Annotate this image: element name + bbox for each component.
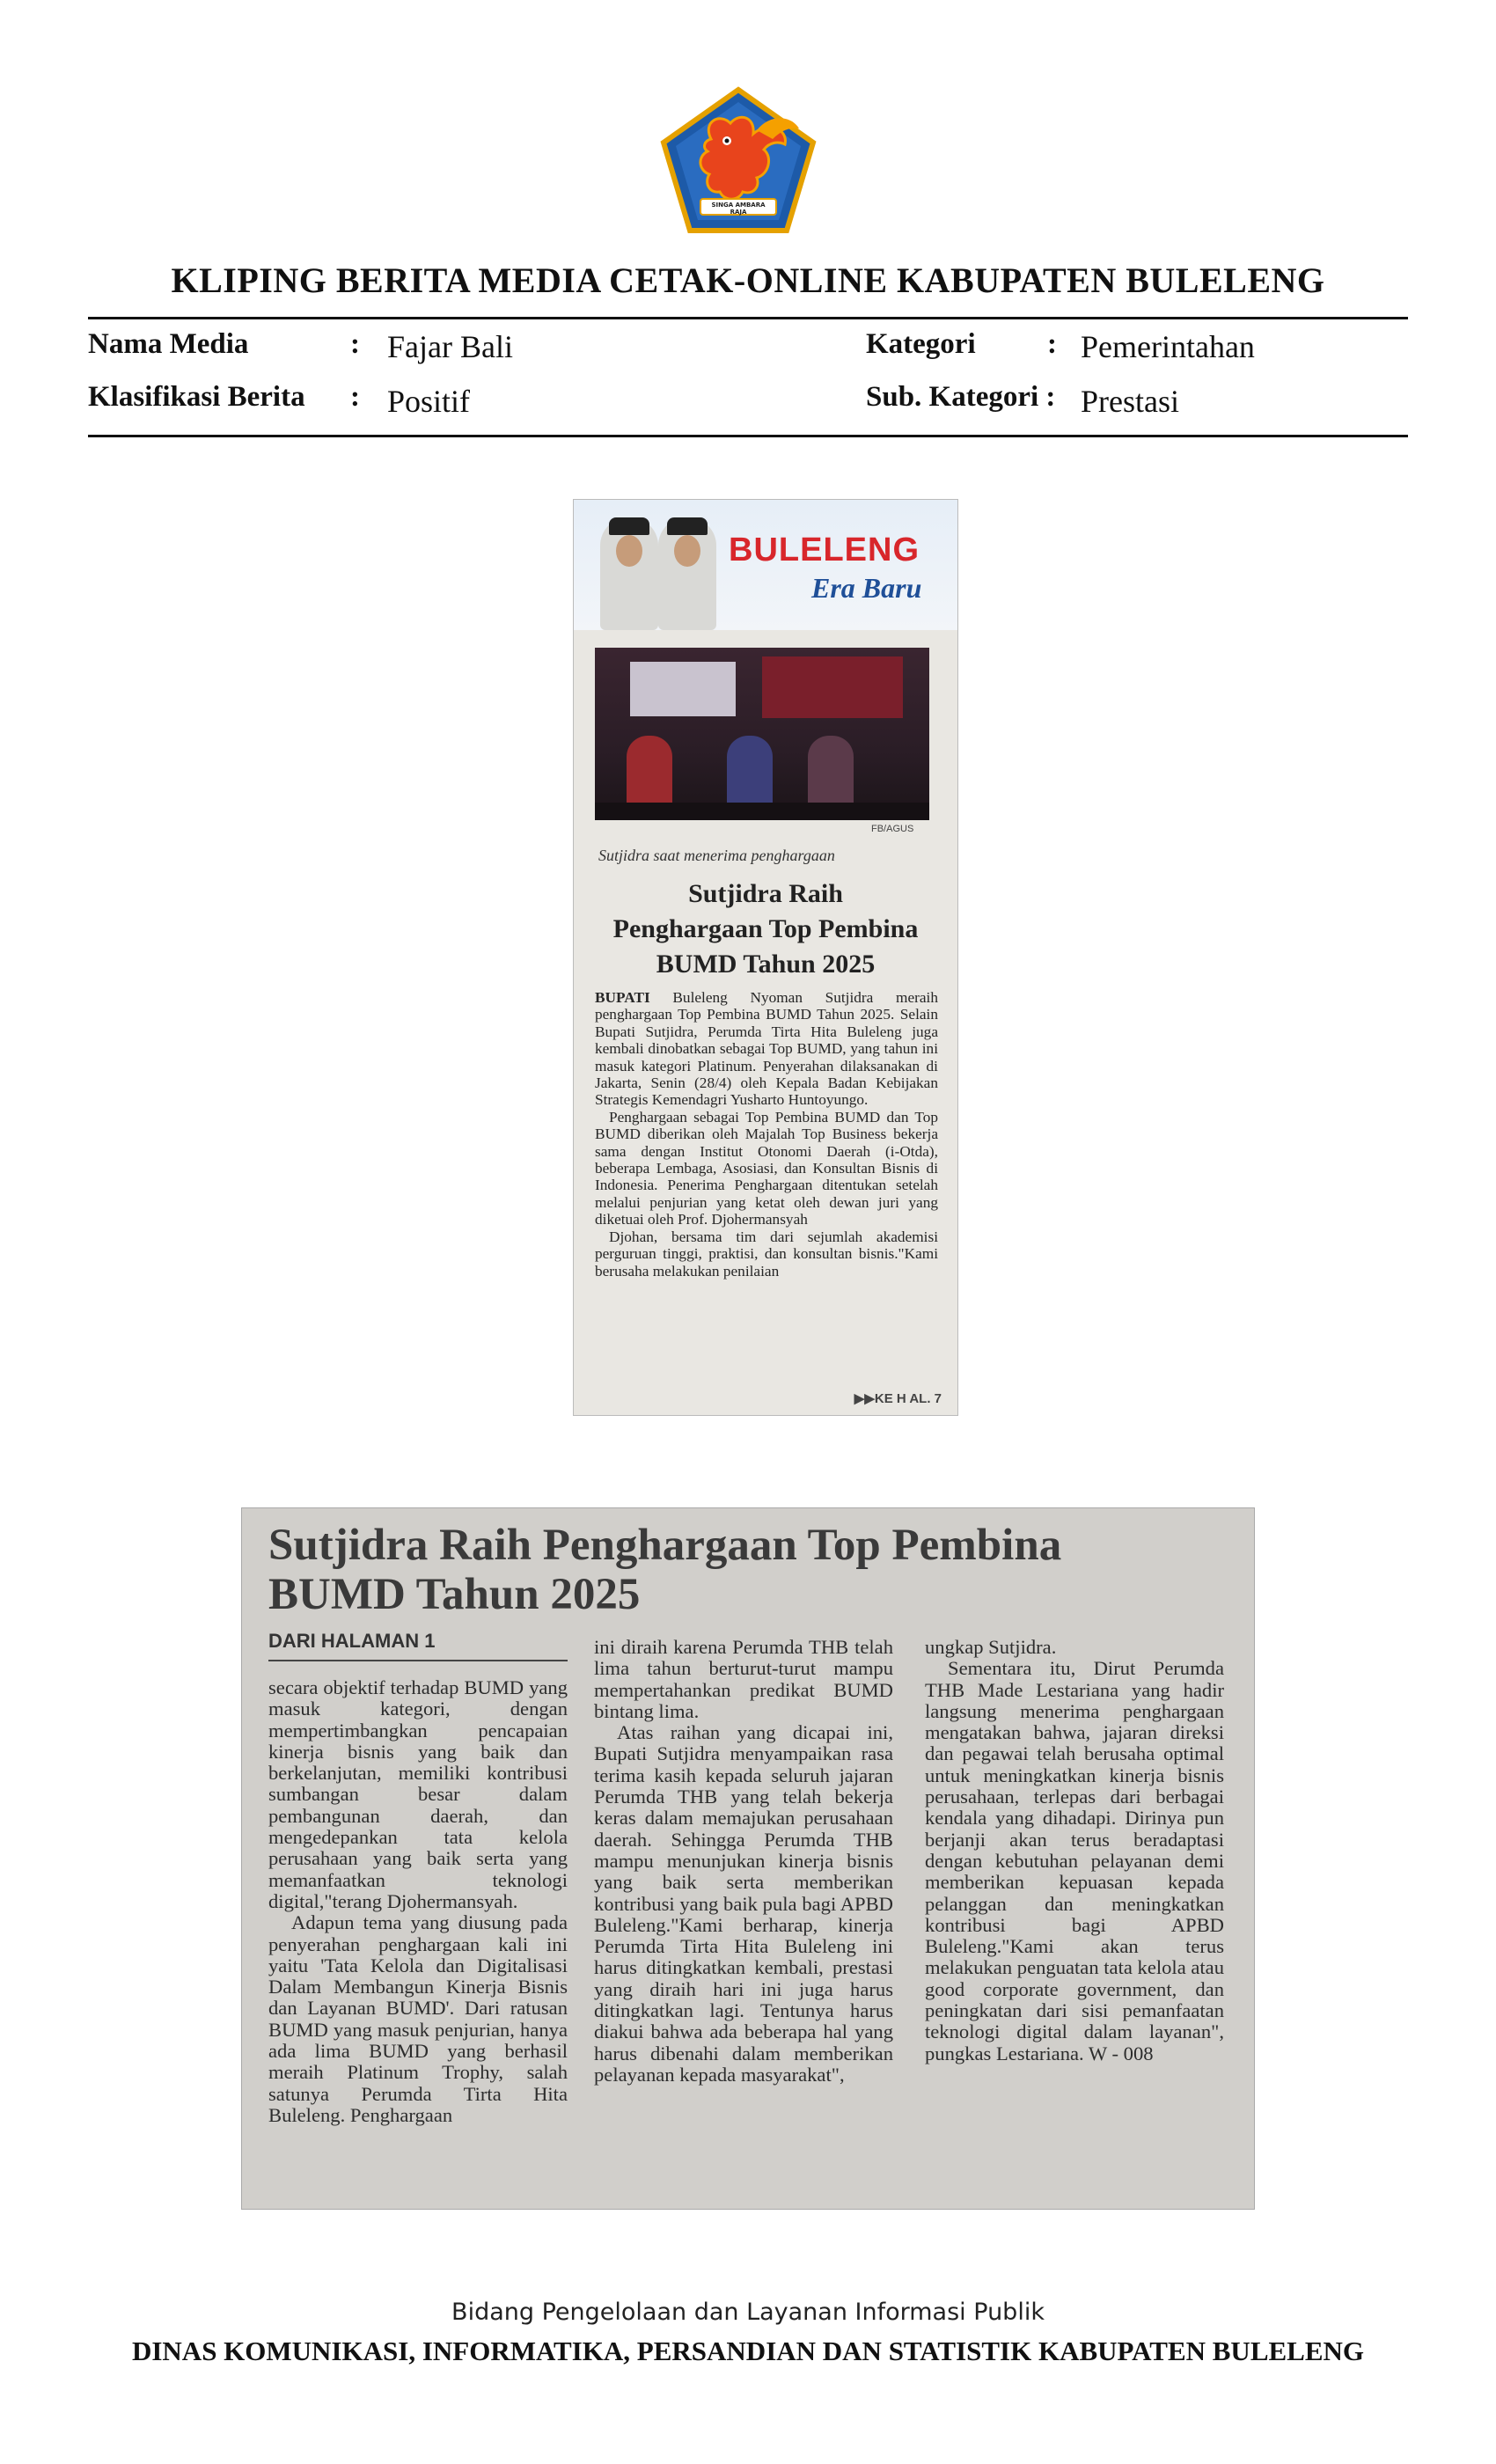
field-label-kategori: Kategori [866, 328, 976, 360]
article-paragraph: Atas raihan yang dicapai ini, Bupati Sutjidra menyampaikan rasa terima kasih kepada seluruh jajaran Perumda THB yang telah bekerja keras dalam memajukan perusahaan daerah. Sehingga Perumda THB mampu menunjukan kinerja bisnis yang baik serta memberikan kontribusi yang baik pula bagi APBD Buleleng."Kami berharap, kinerja Perumda Tirta Hita Buleleng ini harus ditingkatkan kembali, prestasi yang diraih hari ini juga harus ditingkatkan lagi. Tentunya harus diakui bahwa ada beberapa hal yang harus dibenahi dalam memberikan pelayanan kepada masyarakat", [594, 1721, 893, 2086]
field-colon: : [350, 328, 360, 360]
field-label-sub-kategori: Sub. Kategori : [866, 381, 1056, 413]
header-rule-top [88, 317, 1408, 319]
field-value-klasifikasi: Positif [387, 384, 471, 419]
field-colon: : [1047, 328, 1057, 360]
article-paragraph: secara objektif terhadap BUMD yang masuk kategori, dengan mempertimbangkan pencapaian kinerja bisnis yang baik dan berkelanjutan, memiliki kontribusi sumbangan besar dalam pembangunan daerah, dan mengedepankan tata kelola perusahaan yang baik serta yang memanfaatkan teknologi digital,"terang Djohermansyah. [268, 1676, 568, 1912]
article-paragraph: Adapun tema yang diusung pada penyerahan penghargaan kali ini yaitu 'Tata Kelola dan Digitalisasi Dalam Membangun Kinerja Bisnis dan Layanan BUMD'. Dari ratusan BUMD yang masuk penjurian, hanya ada lima BUMD yang berhasil meraih Platinum Trophy, salah satunya Perumda Tirta Hita Buleleng. Penghargaan [268, 1911, 568, 2126]
banner-brand-subtitle: Era Baru [811, 572, 922, 604]
banner-brand-title: BULELENG [729, 532, 920, 568]
buleleng-coat-of-arms-logo [658, 86, 818, 234]
article-body [595, 989, 938, 1280]
article-paragraph: ungkap Sutjidra. [925, 1636, 1057, 1658]
field-colon: : [350, 381, 360, 413]
article-headline [583, 876, 949, 982]
article-paragraph: ini diraih karena Perumda THB telah lima tahun berturut-turut mampu mempertahankan predikat BUMD bintang lima. [594, 1636, 893, 1722]
headline-line: BUMD Tahun 2025 [656, 950, 876, 979]
continuation-headline [268, 1521, 1228, 1619]
field-value-sub-kategori: Prestasi [1081, 384, 1179, 419]
clipping-banner [574, 500, 957, 630]
article-paragraph: Djohan, bersama tim dari sejumlah akademisi perguruan tinggi, praktisi, dan konsultan bisnis."Kami berusaha melakukan penilaian [595, 1228, 938, 1280]
footer-agency: DINAS KOMUNIKASI, INFORMATIKA, PERSANDIAN DAN STATISTIK KABUPATEN BULELENG [131, 2336, 1365, 2366]
news-clipping-front-page [574, 500, 957, 1415]
continued-from-label: DARI HALAMAN 1 [268, 1630, 436, 1652]
article-paragraph: Sementara itu, Dirut Perumda THB Made Lestariana yang hadir langsung menerima penghargaan mengatakan bahwa, jajaran direksi dan pegawai telah berusaha optimal untuk meningkatkan kinerja bisnis perusahaan, terlepas dari berbagai kendala yang dihadapi. Dirinya pun berjanji akan terus beradaptasi dengan kebutuhan pelayanan demi memberikan kepuasan kepada pelanggan dan meningkatkan kontribusi bagi APBD Buleleng."Kami akan terus melakukan penguatan tata kelola atau good corporate government, dan peningkatan dari sisi pemanfaatan teknologi digital dalam layanan", pungkas Lestariana. W - 008 [925, 1657, 1225, 2064]
header-rule-bottom [88, 435, 1408, 437]
lead-word: BUPATI [595, 989, 650, 1006]
footer-department: Bidang Pengelolaan dan Layanan Informasi Publik [451, 2299, 1045, 2326]
official-portrait [658, 517, 716, 630]
logo-motto: SINGA AMBARA RAJA [711, 202, 766, 216]
headline-line: BUMD Tahun 2025 [268, 1570, 641, 1619]
page-title: KLIPING BERITA MEDIA CETAK-ONLINE KABUPATEN BULELENG [171, 260, 1325, 300]
article-paragraph: BUPATI Buleleng Nyoman Sutjidra meraih penghargaan Top Pembina BUMD Tahun 2025. Selain Bupati Sutjidra, Perumda Tirta Hita Buleleng juga kembali dinobatkan sebagai Top BUMD, yang tahun ini masuk kategori Platinum. Penyerahan dilaksanakan di Jakarta, Senin (28/4) oleh Kepala Badan Kebijakan Strategis Kemendagri Yusharto Huntoyungo. [595, 989, 938, 1109]
official-portrait [600, 517, 658, 630]
article-column-3 [925, 1637, 1224, 2064]
headline-line: Sutjidra Raih Penghargaan Top Pembina [268, 1521, 1062, 1570]
article-column-1 [268, 1677, 568, 2126]
field-label-klasifikasi: Klasifikasi Berita [88, 381, 305, 413]
field-value-kategori: Pemerintahan [1081, 329, 1255, 364]
article-paragraph: Penghargaan sebagai Top Pembina BUMD dan Top BUMD diberikan oleh Majalah Top Business bekerja sama dengan Institut Otonomi Daerah (i-Otda), beberapa Lembaga, Asosiasi, dan Konsultan Bisnis di Indonesia. Penerima Penghargaan ditentukan setelah melalui penjurian yang ketat oleh dewan juri yang diketuai oleh Prof. Djohermansyah [595, 1108, 938, 1228]
photo-credit: FB/AGUS [871, 824, 914, 834]
photo-caption: Sutjidra saat menerima penghargaan [598, 847, 835, 864]
kicker-rule [268, 1660, 568, 1661]
headline-line: Penghargaan Top Pembina [612, 914, 919, 943]
headline-line: Sutjidra Raih [688, 879, 843, 908]
continued-on-page-label: ▶▶KE H AL. 7 [854, 1391, 942, 1406]
field-value-media: Fajar Bali [387, 329, 513, 364]
news-clipping-continuation [242, 1508, 1254, 2209]
award-ceremony-photo [595, 648, 929, 820]
field-label-media: Nama Media [88, 328, 249, 360]
article-column-2 [594, 1637, 893, 2086]
